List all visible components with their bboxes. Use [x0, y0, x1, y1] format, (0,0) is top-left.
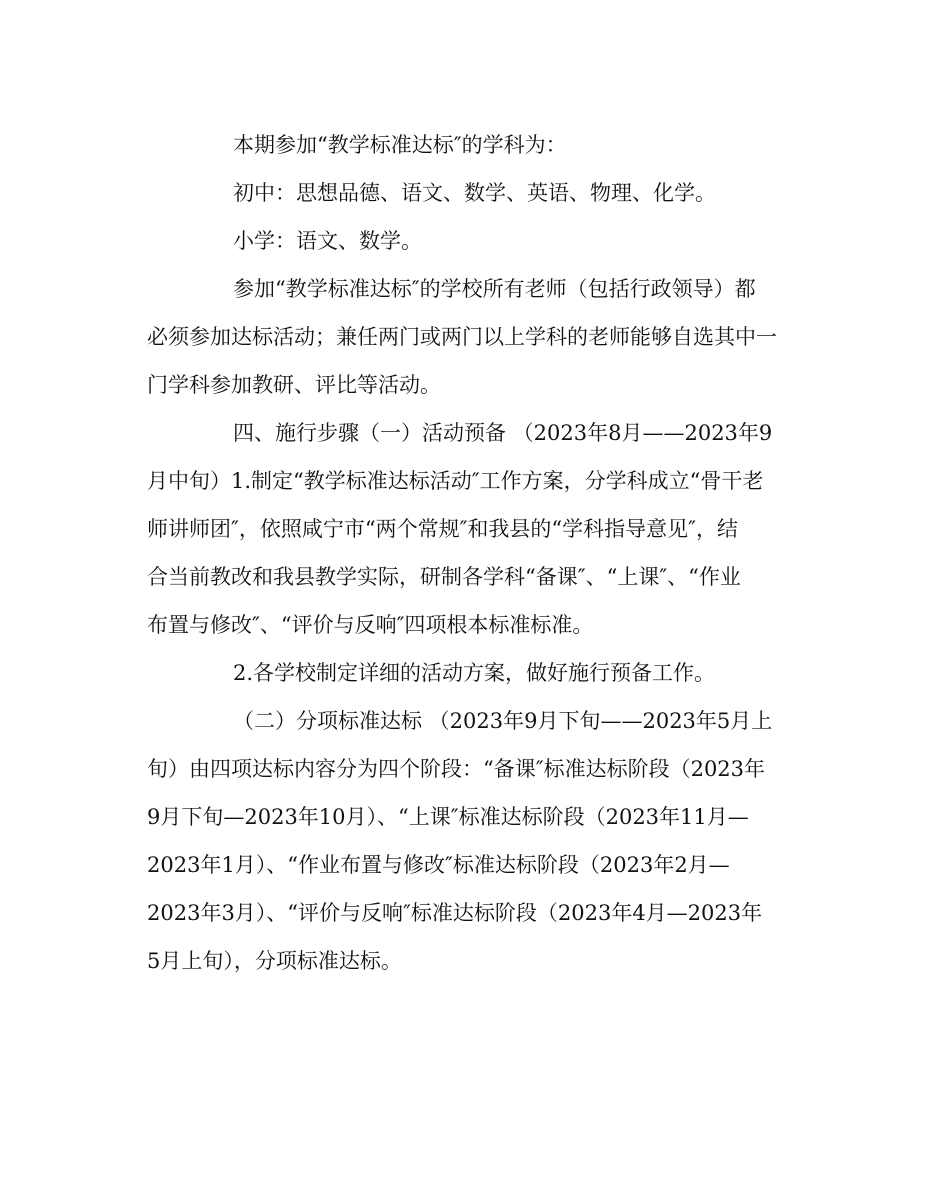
paragraph-steps-line-2: 月中旬）1.制定“教学标准达标活动″工作方案，分学科成立“骨干老	[147, 469, 764, 493]
paragraph-participation-line-1: 参加“教学标准达标″的学校所有老师（包括行政领导）都	[233, 277, 756, 301]
paragraph-steps-line-1: 四、施行步骤（一）活动预备 （2023年8月——2023年9	[233, 421, 773, 445]
paragraph-steps-line-5: 布置与修改″、“评价与反响″四项根本标准标准。	[147, 613, 594, 637]
paragraph-phases-line-2: 旬）由四项达标内容分为四个阶段：“备课″标准达标阶段（2023年	[147, 757, 766, 781]
document-body	[147, 127, 807, 980]
paragraph-participation-line-2: 必须参加达标活动；兼任两门或两门以上学科的老师能够自选其中一	[147, 325, 777, 349]
paragraph-steps-line-3: 师讲师团″，依照咸宁市“两个常规″和我县的“学科指导意见″，结	[147, 517, 739, 541]
paragraph-phases-line-1: （二）分项标准达标 （2023年9月下旬——2023年5月上	[233, 709, 773, 733]
paragraph-phases-line-5: 2023年3月）、“评价与反响″标准达标阶段（2023年4月—2023年	[147, 901, 763, 925]
paragraph-primary-subjects: 小学：语文、数学。	[233, 229, 422, 253]
paragraph-phases-line-4: 2023年1月）、“作业布置与修改″标准达标阶段（2023年2月—	[147, 853, 730, 877]
paragraph-junior-high-subjects: 初中：思想品德、语文、数学、英语、物理、化学。	[233, 181, 716, 205]
paragraph-steps-line-4: 合当前教改和我县教学实际，研制各学科“备课″、“上课″、“作业	[147, 565, 741, 589]
paragraph-participation-line-3: 门学科参加教研、评比等活动。	[147, 373, 441, 397]
paragraph-school-plan: 2.各学校制定详细的活动方案，做好施行预备工作。	[233, 661, 716, 685]
paragraph-subjects-intro: 本期参加“教学标准达标″的学科为：	[233, 133, 567, 157]
paragraph-phases-line-3: 9月下旬—2023年10月）、“上课″标准达标阶段（2023年11月—	[147, 805, 749, 829]
paragraph-phases-line-6: 5月上旬），分项标准达标。	[147, 949, 402, 973]
